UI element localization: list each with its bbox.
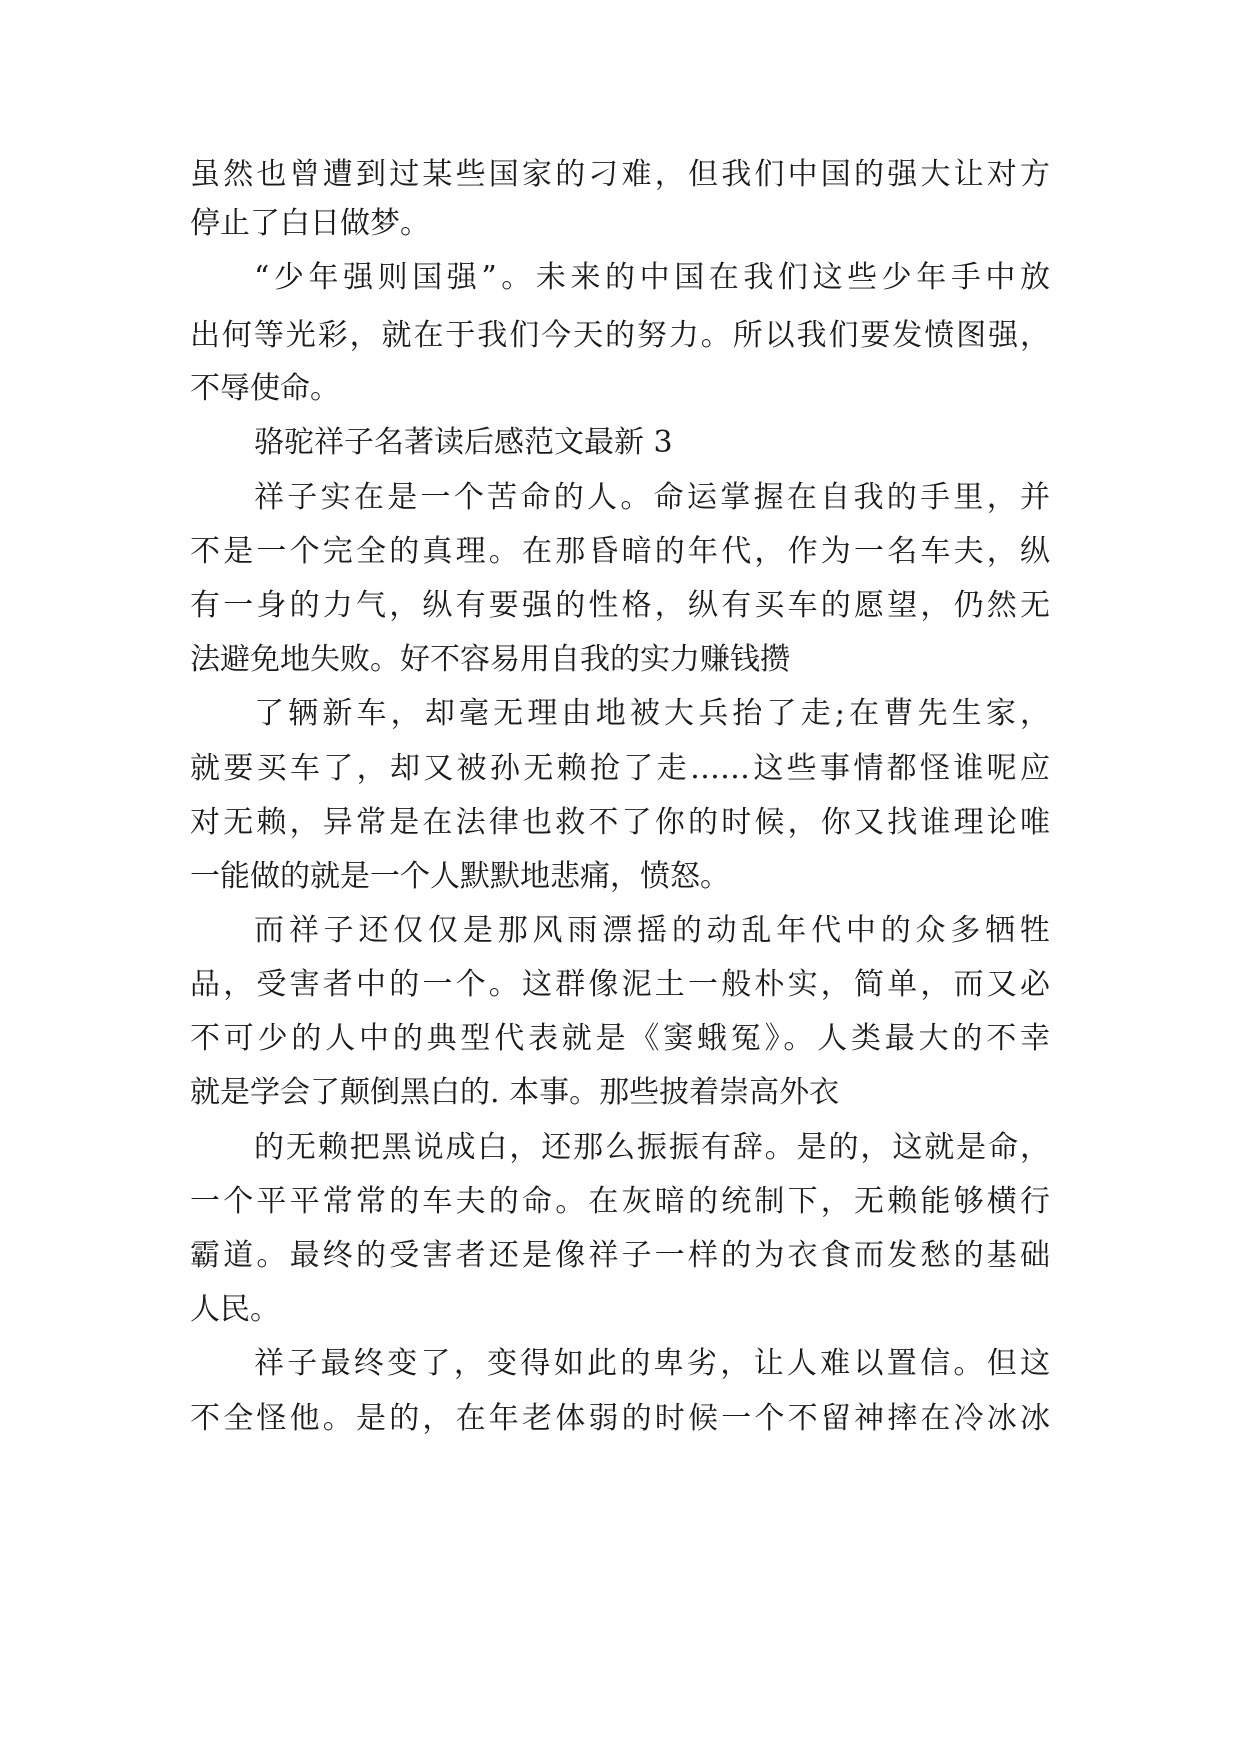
text-line-1: 虽然也曾遭到过某些国家的刁难，但我们中国的强大让对方 — [190, 157, 1050, 192]
text-line-14: 一能做的就是一个人默默地悲痛，愤怒。 — [190, 859, 730, 894]
text-line-8: 不是一个完全的真理。在那昏暗的年代，作为一名车夫，纵 — [190, 534, 1050, 569]
text-line-4: 出何等光彩，就在于我们今天的努力。所以我们要发愤图强， — [190, 318, 1050, 353]
text-line-9: 有一身的力气，纵有要强的性格，纵有买车的愿望，仍然无 — [190, 588, 1050, 623]
text-line-11: 了辆新车，却毫无理由地被大兵抬了走;在曹先生家， — [254, 696, 1050, 731]
text-line-16: 品，受害者中的一个。这群像泥土一般朴实，简单，而又必 — [190, 967, 1050, 1002]
text-line-2: 停止了白日做梦。 — [190, 206, 430, 241]
text-line-20: 一个平平常常的车夫的命。在灰暗的统制下，无赖能够横行 — [190, 1184, 1050, 1219]
text-line-5: 不辱使命。 — [190, 371, 340, 406]
text-line-3: “少年强则国强”。未来的中国在我们这些少年手中放 — [254, 260, 1050, 295]
text-line-19: 的无赖把黑说成白，还那么振振有辞。是的，这就是命， — [254, 1130, 1050, 1165]
text-line-10: 法避免地失败。好不容易用自我的实力赚钱攒 — [190, 642, 790, 677]
text-line-17: 不可少的人中的典型代表就是《窦蛾冤》。人类最大的不幸 — [190, 1021, 1050, 1056]
text-line-23: 祥子最终变了，变得如此的卑劣，让人难以置信。但这 — [254, 1346, 1050, 1381]
section-heading: 骆驼祥子名著读后感范文最新 3 — [254, 425, 673, 460]
text-line-18: 就是学会了颠倒黑白的. 本事。那些披着崇高外衣 — [190, 1075, 840, 1110]
text-line-15: 而祥子还仅仅是那风雨漂摇的动乱年代中的众多牺牲 — [254, 913, 1050, 948]
text-line-7: 祥子实在是一个苦命的人。命运掌握在自我的手里，并 — [254, 480, 1050, 515]
text-line-22: 人民。 — [190, 1292, 280, 1327]
text-line-21: 霸道。最终的受害者还是像祥子一样的为衣食而发愁的基础 — [190, 1238, 1050, 1273]
text-line-12: 就要买车了，却又被孙无赖抢了走……这些事情都怪谁呢应 — [190, 751, 1050, 786]
text-line-13: 对无赖，异常是在法律也救不了你的时候，你又找谁理论唯 — [190, 805, 1050, 840]
text-line-24: 不全怪他。是的，在年老体弱的时候一个不留神摔在冷冰冰 — [190, 1401, 1050, 1436]
